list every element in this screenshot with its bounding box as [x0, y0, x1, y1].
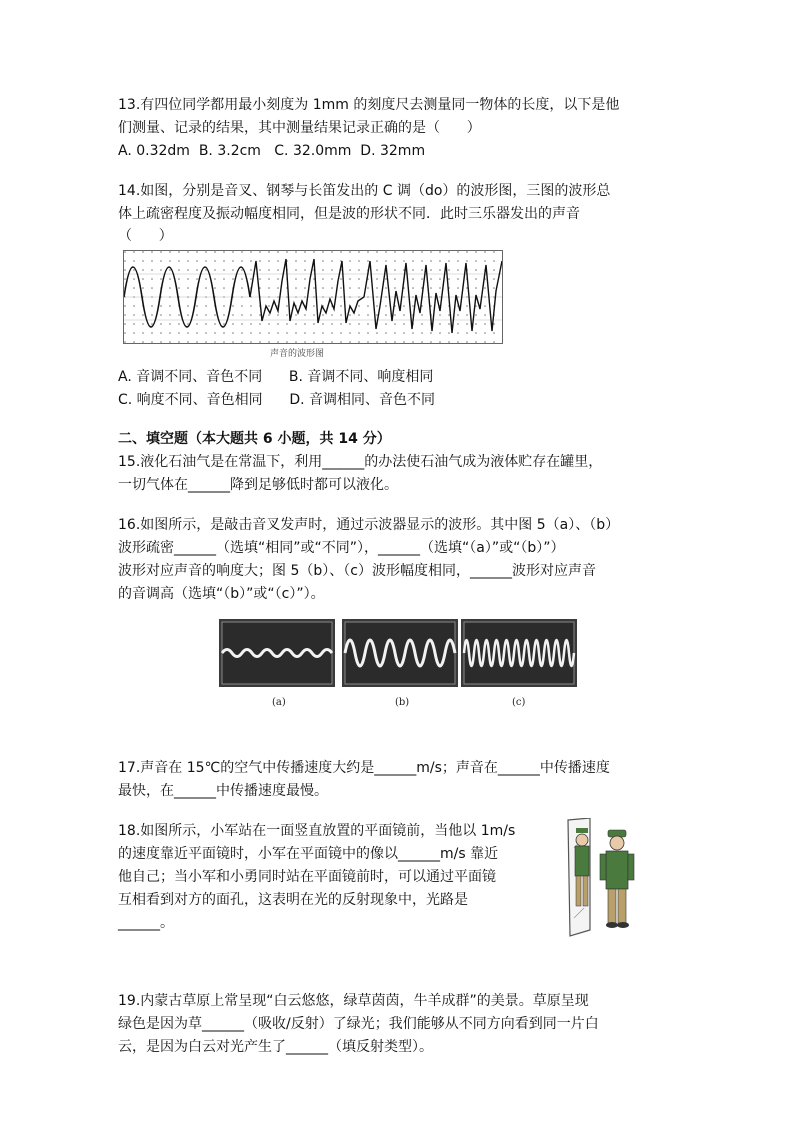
waveform-caption: 声音的波形图 — [270, 349, 325, 359]
q13-options: A. 0.32dm B. 3.2cm C. 32.0mm D. 32mm — [118, 143, 426, 159]
q14-options-row2: C. 响度不同、音色相同 D. 音调相同、音色不同 — [118, 392, 436, 408]
q19-line2: 绿色是因为草______（吸收/反射）了绿光；我们能够从不同方向看到同一片白 — [118, 1016, 599, 1032]
section-heading: 二、填空题（本大题共 6 小题，共 14 分） — [118, 431, 391, 447]
q13-line1: 13.有四位同学都用最小刻度为 1mm 的刻度尺去测量同一物体的长度，以下是他 — [118, 97, 620, 113]
q18-line2: 的速度靠近平面镜时，小军在平面镜中的像以______m/s 靠近 — [118, 846, 499, 862]
q16-line1: 16.如图所示，是敲击音叉发声时，通过示波器显示的波形。其中图 5（a）、（b） — [118, 517, 620, 533]
q18-line3: 他自己；当小军和小勇同时站在平面镜前时，可以通过平面镜 — [118, 869, 496, 885]
q16-line4: 的音调高（选填“（b）”或“（c）”）。 — [118, 586, 325, 602]
q19-line3: 云，是因为白云对光产生了______（填反射类型）。 — [118, 1039, 433, 1055]
oscilloscope-a — [219, 619, 335, 687]
waveform-graph — [124, 251, 502, 343]
oscilloscope-c — [461, 619, 577, 687]
q14-line2: 体上疏密程度及振动幅度相同，但是波的形状不同．此时三乐器发出的声音 — [118, 206, 580, 222]
q14-options-row1: A. 音调不同、音色不同 B. 音调不同、响度相同 — [118, 369, 434, 385]
q17-line2: 最快，在______中传播速度最慢。 — [118, 783, 328, 799]
q18-line4: 互相看到对方的面孔，这表明在光的反射现象中，光路是 — [118, 892, 468, 908]
q15-line1: 15.液化石油气是在常温下，利用______的办法使石油气成为液体贮存在罐里， — [118, 454, 603, 470]
caption-c: (c) — [512, 697, 526, 708]
q16-line2: 波形疏密______（选填“相同”或“不同”），______（选填“（a）”或“（b）”） — [118, 540, 565, 556]
q16-line3: 波形对应声音的响度大；图 5（b）、（c）波形幅度相同，______波形对应声音 — [118, 563, 596, 579]
mirror-illustration — [560, 818, 670, 938]
caption-b: (b) — [395, 697, 410, 708]
q19-line1: 19.内蒙古草原上常呈现“白云悠悠，绿草茵茵，牛羊成群”的美景。草原呈现 — [118, 993, 589, 1009]
q18-line1: 18.如图所示，小军站在一面竖直放置的平面镜前，当他以 1m/s — [118, 823, 516, 839]
q13-line2: 们测量、记录的结果，其中测量结果记录正确的是（ ） — [118, 120, 481, 136]
q17-line1: 17.声音在 15℃的空气中传播速度大约是______m/s；声音在______中传播速度 — [118, 760, 610, 776]
q14-line1: 14.如图，分别是音叉、钢琴与长笛发出的 C 调（do）的波形图，三图的波形总 — [118, 183, 611, 199]
sound-waveform-figure — [123, 250, 503, 344]
caption-a: (a) — [272, 697, 286, 708]
oscilloscope-b — [342, 619, 458, 687]
q14-line3: （ ） — [118, 228, 173, 244]
q18-line5: ______。 — [118, 915, 174, 931]
q15-line2: 一切气体在______降到足够低时都可以液化。 — [118, 477, 398, 493]
